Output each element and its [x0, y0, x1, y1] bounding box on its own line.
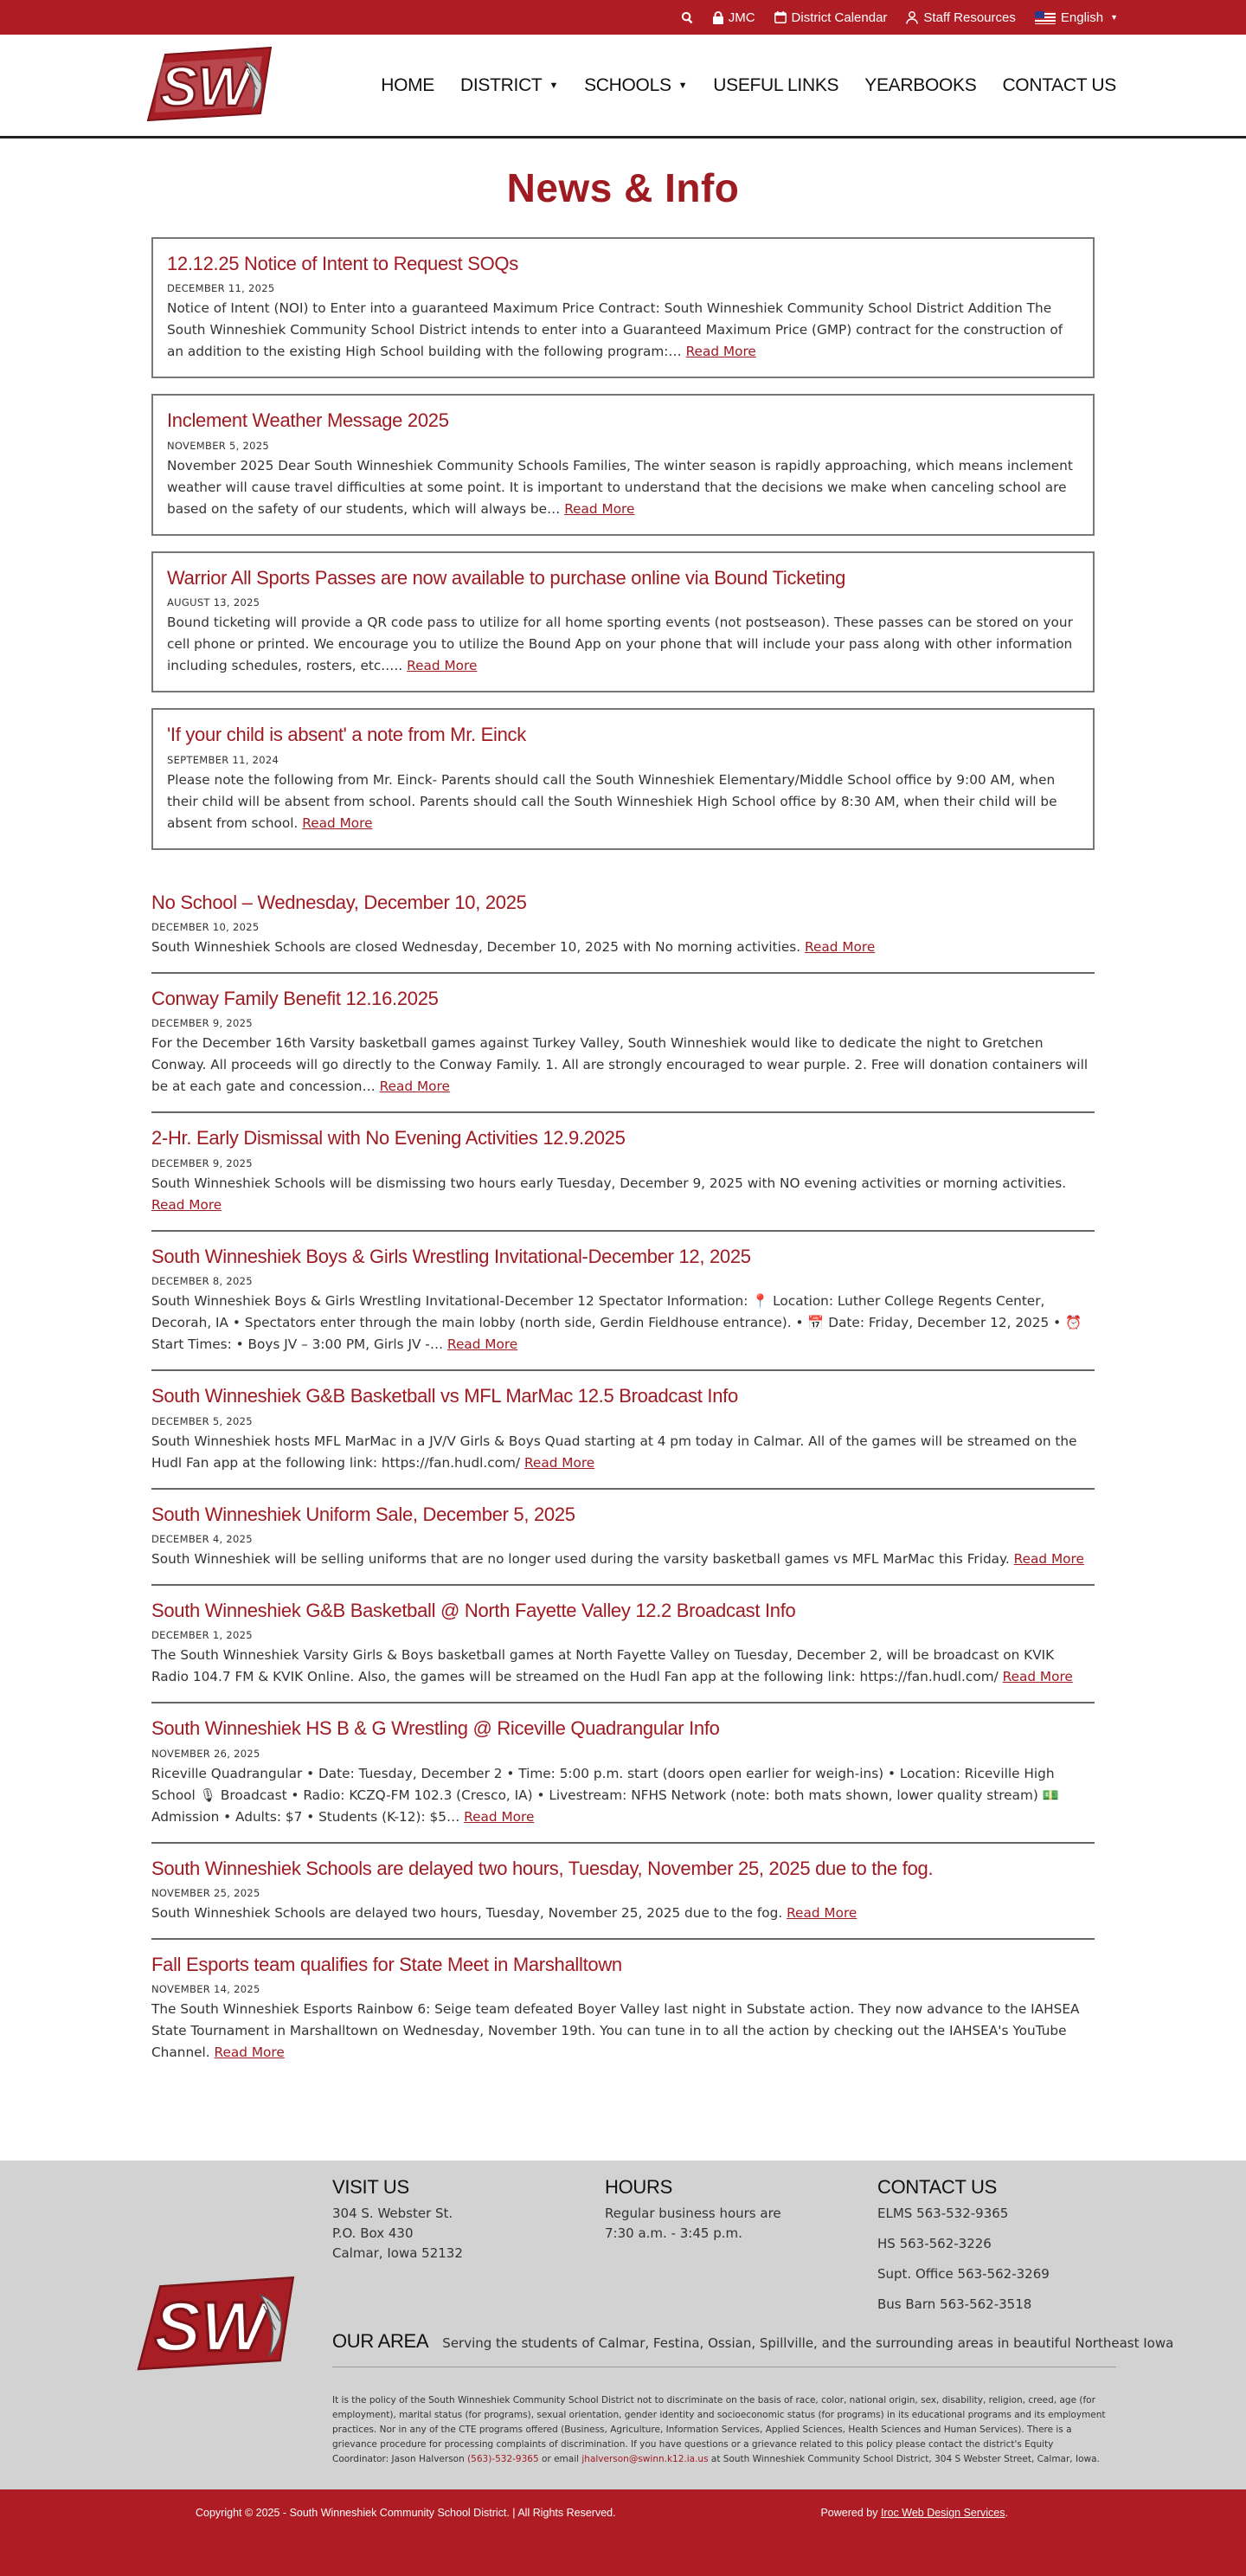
post-excerpt — [167, 298, 1079, 363]
lock-icon — [713, 11, 723, 24]
language-label: English — [1060, 10, 1104, 25]
school-logo[interactable] — [141, 44, 275, 126]
featured-post — [151, 708, 1095, 849]
contact-column — [877, 2176, 1150, 2325]
post-excerpt-text: South Winneshiek Schools are delayed two hours, Tuesday, November 25, 2025 due to the fog. — [151, 1905, 783, 1922]
read-more-link[interactable]: Read More — [805, 938, 876, 955]
post-date: NOVEMBER 5, 2025 — [167, 439, 270, 452]
post-excerpt-text: South Winneshiek Schools will be dismissing two hours early Tuesday, December 9, 2025 with NO evening activities or morning activities. — [151, 1175, 1067, 1191]
read-more-link[interactable]: Read More — [564, 500, 635, 517]
post-excerpt-text: Notice of Intent (NOI) to Enter into a guaranteed Maximum Price Contract: South Winneshiek Community School District Addition The South Winneshiek Community School District intends to enter into a Guaranteed Maximum Price (GMP) contract for the construction of an addition to the existing High School building with the following program:… — [167, 300, 1063, 360]
hours-line: Regular business hours are — [605, 2206, 781, 2222]
read-more-link[interactable]: Read More — [447, 1336, 518, 1353]
policy-email-link[interactable]: jhalverson@swinn.k12.ia.us — [581, 2454, 709, 2465]
post-date: DECEMBER 11, 2025 — [167, 282, 275, 295]
site-header — [0, 35, 1246, 138]
post-date: NOVEMBER 14, 2025 — [151, 1983, 260, 1996]
svg-text:SW: SW — [160, 55, 250, 118]
site-footer — [0, 2161, 1246, 2489]
powered-by-suffix: . — [1005, 2507, 1008, 2520]
powered-by-prefix: Powered by — [820, 2507, 881, 2520]
post-excerpt — [151, 937, 1095, 958]
read-more-link[interactable]: Read More — [302, 815, 373, 831]
main-nav — [381, 75, 1116, 96]
post-excerpt-text: The South Winneshiek Esports Rainbow 6: Seige team defeated Boyer Valley last night in Substate action. They now advance to the IAHSEA State Tournament in Marshalltown on Wednesday, November 19th. You can tune in to all the action by checking out the IAHSEA's YouTube Channel. — [151, 2001, 1080, 2061]
featured-post — [151, 551, 1095, 692]
post-title-link[interactable]: Conway Family Benefit 12.16.2025 — [151, 987, 439, 1009]
list-item — [151, 878, 1095, 974]
powered-by-link[interactable]: Iroc Web Design Services — [880, 2507, 1005, 2520]
nondiscrimination-policy — [332, 2393, 1108, 2467]
our-area — [332, 2330, 1246, 2353]
post-excerpt — [151, 1763, 1095, 1828]
policy-text: at South Winneshiek Community School District, 304 S Webster Street, Calmar, Iowa. — [708, 2454, 1100, 2465]
phone-hs[interactable]: HS 563-562-3226 — [877, 2236, 992, 2252]
policy-text: It is the policy of the South Winneshiek Community School District not to discriminate on the basis of race, color, national origin, sex, disability, religion, creed, age (for employment), marital status (for programs), sexual orientation, gender identity and socioeconomic status (for programs) in its educational programs and its employment practices. Nor in any of the CTE programs offered (Business, Agriculture, Information Services, Applied Sciences, Health Sciences and Human Services). There is a grievance procedure for processing complaints of discrimination. If you have questions or a grievance related to this policy please contact the district's Equity Coordinator: Jason Halverson — [332, 2395, 1106, 2465]
nav-contact-us[interactable]: CONTACT US — [1002, 74, 1116, 95]
staff-resources-label: Staff Resources — [923, 10, 1016, 25]
post-title-link[interactable]: 2-Hr. Early Dismissal with No Evening Activities 12.9.2025 — [151, 1127, 626, 1150]
read-more-link[interactable]: Read More — [151, 1196, 222, 1213]
jmc-link[interactable] — [713, 10, 755, 25]
our-area-heading: OUR AREA — [332, 2330, 429, 2353]
featured-posts — [151, 237, 1095, 850]
phone-supt-office[interactable]: Supt. Office 563-562-3269 — [877, 2266, 1050, 2283]
post-excerpt-text: South Winneshiek Schools are closed Wednesday, December 10, 2025 with No morning activities. — [151, 938, 801, 955]
read-more-link[interactable]: Read More — [1013, 1550, 1084, 1567]
list-item — [151, 1940, 1095, 2077]
policy-text: or email — [538, 2454, 582, 2465]
post-title-link[interactable]: 'If your child is absent' a note from Mr. Einck — [167, 724, 526, 746]
footer-logo — [130, 2273, 299, 2377]
post-excerpt — [167, 455, 1079, 520]
nav-schools-label: SCHOOLS — [584, 74, 671, 95]
post-date: DECEMBER 4, 2025 — [151, 1532, 253, 1545]
post-excerpt — [151, 1173, 1095, 1216]
read-more-link[interactable]: Read More — [464, 1808, 535, 1825]
address-line: 304 S. Webster St. — [332, 2206, 453, 2222]
hours-line: 7:30 a.m. - 3:45 p.m. — [605, 2225, 742, 2242]
post-excerpt — [151, 1033, 1095, 1098]
copyright-bar — [0, 2489, 1246, 2576]
our-area-text: Serving the students of Calmar, Festina, Ossian, Spillville, and the surrounding areas in beautiful Northeast Iowa — [442, 2335, 1174, 2352]
list-item — [151, 1703, 1095, 1843]
nav-home[interactable]: HOME — [381, 74, 435, 95]
post-title-link[interactable]: South Winneshiek Schools are delayed two hours, Tuesday, November 25, 2025 due to the fog. — [151, 1857, 934, 1879]
news-list — [151, 878, 1095, 2078]
post-excerpt-text: The South Winneshiek Varsity Girls & Boys basketball games at North Fayette Valley on Tuesday, December 2, will be broadcast on KVIK Radio 104.7 FM & KVIK Online. Also, the games will be streamed on the Hudl Fan app at the following link: https://fan.hudl.com/ — [151, 1647, 1055, 1685]
post-excerpt-text: South Winneshiek Boys & Girls Wrestling Invitational-December 12 Spectator Information: 📍 Location: Luther College Regents Center, Decorah, IA • Spectators enter through the main lobby (north side, Gerdin Fieldhouse entrance). • 📅 Date: Friday, December 12, 2025 • ⏰ Start Times: • Boys JV – 3:00 PM, Girls JV -… — [151, 1293, 1082, 1353]
post-excerpt — [151, 1903, 1095, 1924]
read-more-link[interactable]: Read More — [379, 1079, 450, 1095]
user-icon — [906, 11, 918, 24]
visit-us-heading: VISIT US — [332, 2176, 409, 2199]
hours-heading: HOURS — [605, 2176, 672, 2199]
post-excerpt — [151, 1999, 1095, 2064]
post-date: NOVEMBER 26, 2025 — [151, 1747, 260, 1760]
visit-us-column — [332, 2176, 605, 2325]
list-item — [151, 974, 1095, 1113]
post-date: DECEMBER 9, 2025 — [151, 1156, 253, 1169]
post-date: NOVEMBER 25, 2025 — [151, 1887, 260, 1900]
post-excerpt-text: November 2025 Dear South Winneshiek Community Schools Families, The winter season is rapidly approaching, which means inclement weather will cause travel difficulties at some point. It is important to understand that the decisions we make when canceling school are based on the safety of our students, which will always be… — [167, 457, 1073, 517]
caret-down-icon: ▼ — [549, 80, 559, 91]
post-excerpt — [151, 1431, 1095, 1474]
footer-columns — [332, 2176, 1246, 2325]
list-item — [151, 1113, 1095, 1231]
nav-district[interactable] — [460, 75, 558, 96]
post-date: DECEMBER 8, 2025 — [151, 1275, 253, 1288]
post-excerpt-text: South Winneshiek hosts MFL MarMac in a JV/V Girls & Boys Quad starting at 4 pm today in Calmar. All of the games will be streamed on the Hudl Fan app at the following link: https://fan.hudl.com/ — [151, 1433, 1077, 1471]
search-button[interactable] — [681, 11, 694, 24]
post-date: DECEMBER 10, 2025 — [151, 920, 260, 933]
post-excerpt-text: Riceville Quadrangular • Date: Tuesday, December 2 • Time: 5:00 p.m. start (doors open earlier for weigh-ins) • Location: Riceville High School 🎙 Broadcast • Radio: KCZQ-FM 102.3 (Cresco, IA) • Livestream: NFHS Network (note: both mats shown, lower quality stream) 💵 Admission • Adults: $7 • Students (K-12): $5… — [151, 1765, 1059, 1825]
staff-resources-link[interactable] — [906, 10, 1015, 25]
read-more-link[interactable]: Read More — [787, 1905, 857, 1922]
post-excerpt — [151, 1549, 1095, 1570]
list-item — [151, 1490, 1095, 1586]
post-title-link[interactable]: Fall Esports team qualifies for State Meet in Marshalltown — [151, 1954, 622, 1976]
read-more-link[interactable]: Read More — [685, 344, 756, 360]
list-item — [151, 1371, 1095, 1489]
nav-district-label: DISTRICT — [460, 74, 543, 95]
post-date: DECEMBER 5, 2025 — [151, 1414, 253, 1427]
read-more-link[interactable]: Read More — [407, 658, 478, 674]
us-flag-icon — [1035, 11, 1056, 24]
calendar-icon — [774, 11, 787, 23]
nav-yearbooks[interactable]: YEARBOOKS — [864, 74, 977, 95]
post-date: SEPTEMBER 11, 2024 — [167, 753, 279, 766]
post-date: AUGUST 13, 2025 — [167, 596, 260, 609]
post-title-link[interactable]: No School – Wednesday, December 10, 2025 — [151, 891, 527, 913]
caret-down-icon: ▼ — [1110, 13, 1118, 22]
post-excerpt — [167, 612, 1079, 677]
post-title-link[interactable]: South Winneshiek Uniform Sale, December 5, 2025 — [151, 1503, 575, 1525]
featured-post — [151, 237, 1095, 378]
hours-column — [605, 2176, 877, 2325]
address-line: Calmar, Iowa 52132 — [332, 2245, 463, 2262]
post-title-link[interactable]: South Winneshiek G&B Basketball vs MFL MarMac 12.5 Broadcast Info — [151, 1385, 738, 1407]
district-calendar-link[interactable] — [774, 10, 888, 25]
copyright-text: Copyright © 2025 - South Winneshiek Community School District. | All Rights Reserved. — [196, 2507, 616, 2520]
post-title-link[interactable]: 12.12.25 Notice of Intent to Request SOQs — [167, 253, 518, 274]
post-excerpt-text: Bound ticketing will provide a QR code pass to utilize for all home sporting events (not postseason). These passes can be stored on your cell phone or printed. We encourage you to utilize the Bound App on your phone that will include your pass along with other information including schedules, rosters, etc.…. — [167, 615, 1073, 674]
post-excerpt — [151, 1291, 1095, 1356]
post-excerpt — [151, 1645, 1095, 1688]
read-more-link[interactable]: Read More — [214, 2045, 285, 2061]
language-selector[interactable] — [1035, 10, 1118, 25]
svg-text:SW: SW — [154, 2289, 267, 2367]
nav-schools[interactable] — [584, 75, 687, 96]
phone-elms[interactable]: ELMS 563-532-9365 — [877, 2206, 1009, 2222]
post-title-link[interactable]: South Winneshiek HS B & G Wrestling @ Riceville Quadrangular Info — [151, 1717, 720, 1740]
post-date: DECEMBER 9, 2025 — [151, 1017, 253, 1030]
list-item — [151, 1232, 1095, 1371]
policy-phone-link[interactable]: (563)-532-9365 — [467, 2454, 539, 2465]
jmc-label: JMC — [728, 10, 755, 25]
address-line: P.O. Box 430 — [332, 2225, 414, 2242]
post-title-link[interactable]: South Winneshiek G&B Basketball @ North Fayette Valley 12.2 Broadcast Info — [151, 1599, 796, 1621]
post-excerpt-text: Please note the following from Mr. Einck- Parents should call the South Winneshiek Elementary/Middle School office by 9:00 AM, when their child will be absent from school. Parents should call the South Winneshiek High School office by 8:30 AM, when their child will be absent from school. — [167, 771, 1057, 831]
page-title: News & Info — [506, 165, 740, 210]
powered-by — [820, 2507, 1008, 2576]
list-item — [151, 1586, 1095, 1703]
read-more-link[interactable]: Read More — [1002, 1669, 1073, 1685]
post-title-link[interactable]: Warrior All Sports Passes are now available to purchase online via Bound Ticketing — [167, 566, 846, 589]
district-calendar-label: District Calendar — [791, 10, 888, 25]
caret-down-icon: ▼ — [678, 80, 688, 91]
featured-post — [151, 394, 1095, 535]
post-title-link[interactable]: South Winneshiek Boys & Girls Wrestling Invitational-December 12, 2025 — [151, 1245, 751, 1267]
utility-bar — [0, 0, 1246, 35]
search-icon — [681, 11, 694, 24]
list-item — [151, 1844, 1095, 1940]
post-date: DECEMBER 1, 2025 — [151, 1629, 253, 1642]
post-title-link[interactable]: Inclement Weather Message 2025 — [167, 409, 449, 432]
post-excerpt-text: South Winneshiek will be selling uniforms that are no longer used during the varsity basketball games vs MFL MarMac this Friday. — [151, 1550, 1014, 1567]
post-excerpt-text: For the December 16th Varsity basketball games against Turkey Valley, South Winneshiek would like to dedicate the night to Gretchen Conway. All proceeds will go directly to the Conway Family. 1. All are strongly encouraged to wear purple. 2. Free will donation containers will be at each gate and concession… — [151, 1035, 1089, 1095]
nav-useful-links[interactable]: USEFUL LINKS — [713, 74, 839, 95]
phone-bus-barn[interactable]: Bus Barn 563-562-3518 — [877, 2296, 1032, 2313]
contact-heading: CONTACT US — [877, 2176, 997, 2199]
post-excerpt — [167, 770, 1079, 834]
read-more-link[interactable]: Read More — [523, 1454, 595, 1471]
